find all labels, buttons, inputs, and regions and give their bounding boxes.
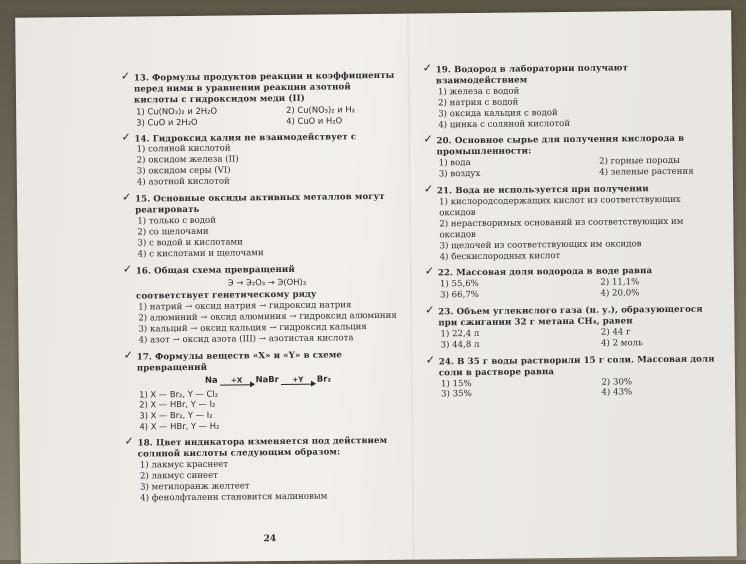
answer-option: 4) 43%	[601, 387, 633, 399]
check-mark-icon: ✓	[422, 61, 432, 75]
answer-option: 3) метилоранж желтеет	[140, 481, 250, 493]
question-text: 14. Гидроксид калия не взаимодействует с	[134, 131, 357, 145]
check-mark-icon: ✓	[423, 132, 433, 146]
answer-option: 4) 20,0%	[600, 288, 640, 299]
question-16	[122, 262, 399, 346]
answer-option: 3) оксидом серы (VI)	[136, 165, 231, 177]
answer-option: 2) нерастворимых оснований из соответствующих им оксидов	[439, 216, 684, 241]
arrow-x	[220, 376, 254, 385]
answer-option: 2) Cu(NO₃)₂ и H₂	[286, 103, 356, 115]
question-text: 24. В 35 г воды растворили 15 г соли. Массовая доля соли в растворе равна	[438, 354, 715, 379]
question-21	[423, 182, 718, 262]
question-14	[121, 130, 397, 188]
check-mark-icon: ✓	[121, 190, 132, 204]
answer-option: 1) 22,4 л	[440, 328, 480, 340]
question-text-continued: соответствует генетическому ряду	[136, 289, 317, 302]
answer-option: 4) фенолфталеин становится малиновым	[140, 491, 328, 504]
answer-option: 1) 55,6%	[439, 279, 479, 290]
question-19	[422, 61, 717, 130]
arrow-label: +X	[230, 375, 243, 385]
answer-option: 1) только с водой	[137, 215, 217, 227]
right-column	[422, 61, 720, 406]
answer-option: 1) вода	[438, 158, 471, 169]
check-mark-icon: ✓	[424, 264, 435, 278]
arrow-right-icon	[281, 383, 315, 384]
answer-option: 3) CuO и 2H₂O	[136, 116, 198, 128]
question-text: 13. Формулы продуктов реакции и коэффициенты перед ними в уравнении реакции азотной кислоты с гидроксидом меди (II)	[133, 70, 395, 106]
check-mark-icon: ✓	[425, 353, 436, 367]
answer-option: 2) алюминий → оксид алюминия → гидроксид алюминия	[138, 310, 397, 324]
page-number: 24	[263, 534, 277, 545]
answer-option: 1) натрий → оксид натрия → гидроксид натрия	[138, 300, 352, 313]
answer-option: 2) натрия с водой	[438, 97, 519, 109]
check-mark-icon: ✓	[120, 69, 131, 83]
answer-option: 2) 11,1%	[600, 277, 640, 288]
answer-option: 2) оксидом железа (II)	[136, 154, 239, 166]
question-text: 23. Объем углекислого газа (н. у.), образующегося при сжигании 32 г метана CH₄, равен	[438, 304, 703, 329]
page-fold	[407, 14, 415, 560]
answer-option: 4) азот → оксид азота (III) → азотистая кислота	[138, 333, 354, 346]
answer-option: 1) лакмус краснеет	[139, 459, 229, 471]
check-mark-icon: ✓	[122, 262, 133, 276]
answer-option: 4) с кислотами и щелочами	[137, 247, 264, 260]
check-mark-icon: ✓	[121, 130, 131, 144]
question-13	[120, 69, 397, 128]
question-text: 19. Водород в лаборатории получают взаимодействием	[435, 63, 629, 87]
answer-option: 3) с водой и кислотами	[137, 237, 243, 249]
question-text: 18. Цвет индикатора изменяется под действием соляной кислоты следующим образом:	[137, 436, 388, 460]
answer-option: 3) оксида кальция с водой	[438, 107, 558, 119]
question-17	[123, 348, 400, 433]
answer-option: 3) воздух	[438, 169, 481, 180]
question-20	[423, 132, 716, 181]
answer-option: 3) щелочей из соответствующих им оксидов	[439, 238, 642, 251]
answer-option: 1) кислородсодержащих кислот из соответствующих оксидов	[439, 194, 681, 219]
answer-option: 4) азотной кислотой	[136, 176, 230, 188]
answer-option: 3) 35%	[441, 389, 472, 400]
answer-option: 4) цинка с соляной кислотой	[438, 118, 571, 130]
answer-option: 3) 44,8 л	[440, 339, 480, 351]
answer-option: 2) горные породы	[599, 156, 680, 167]
question-text: 21. Вода не используется при получении	[436, 184, 649, 197]
check-mark-icon: ✓	[425, 303, 435, 317]
answer-option: 2) X — HBr, Y — I₂	[139, 399, 216, 410]
check-mark-icon: ✓	[423, 182, 434, 196]
test-page	[15, 10, 737, 563]
answer-option: 2) со щелочами	[137, 226, 209, 238]
reaction-scheme	[137, 372, 399, 386]
answer-option: 3) X — Br₂, Y — I₂	[139, 410, 213, 421]
answer-option: 1) железа с водой	[437, 86, 520, 98]
check-mark-icon: ✓	[123, 348, 133, 362]
question-22	[424, 264, 718, 302]
answer-option: 3) кальций → оксид кальция → гидроксид кальция	[138, 322, 367, 335]
answer-option: 4) 2 моль	[600, 338, 643, 349]
arrow-y	[281, 375, 315, 384]
question-23	[425, 303, 718, 352]
answer-option: 3) 66,7%	[440, 290, 480, 301]
answer-option: 4) X — HBr, Y — H₂	[139, 420, 220, 432]
arrow-right-icon	[220, 384, 254, 385]
scheme-start: Na	[204, 374, 218, 385]
question-text: 20. Основное сырье для получения кислорода в промышленности:	[436, 134, 685, 158]
question-15	[121, 190, 398, 260]
scheme-middle: NaBr	[255, 373, 279, 384]
answer-option: 1) соляной кислотой	[136, 143, 231, 155]
answer-option: 4) бескислородных кислот	[439, 250, 561, 262]
answer-option: 2) лакмус синеет	[139, 470, 219, 482]
answer-option: 1) 15%	[440, 378, 472, 389]
answer-option: 4) CuO и H₂O	[286, 114, 343, 126]
left-column	[120, 69, 401, 510]
answer-option: 2) 30%	[601, 376, 633, 388]
question-text: 16. Общая схема превращений	[135, 264, 295, 277]
scheme-end: Br₂	[316, 373, 332, 384]
question-24	[425, 353, 719, 401]
transformation-scheme: Э → Э₂O₃ → Э(OH)₃	[227, 277, 307, 288]
check-mark-icon: ✓	[124, 434, 134, 448]
question-text: 22. Массовая доля водорода в воде равна	[437, 266, 653, 279]
answer-option: 1) Cu(NO₃)₂ и 2H₂O	[136, 105, 218, 117]
question-18	[124, 434, 401, 504]
answer-option: 1) X — Br₂, Y — Cl₂	[139, 388, 219, 400]
answer-option: 2) 44 г	[600, 327, 631, 338]
arrow-label: +Y	[292, 375, 304, 384]
answer-option: 4) зеленые растения	[599, 166, 694, 178]
question-text: 15. Основные оксиды активных металлов могут реагировать	[135, 191, 385, 216]
question-text: 17. Формулы веществ «X» и «Y» в схеме превращений	[136, 350, 343, 374]
